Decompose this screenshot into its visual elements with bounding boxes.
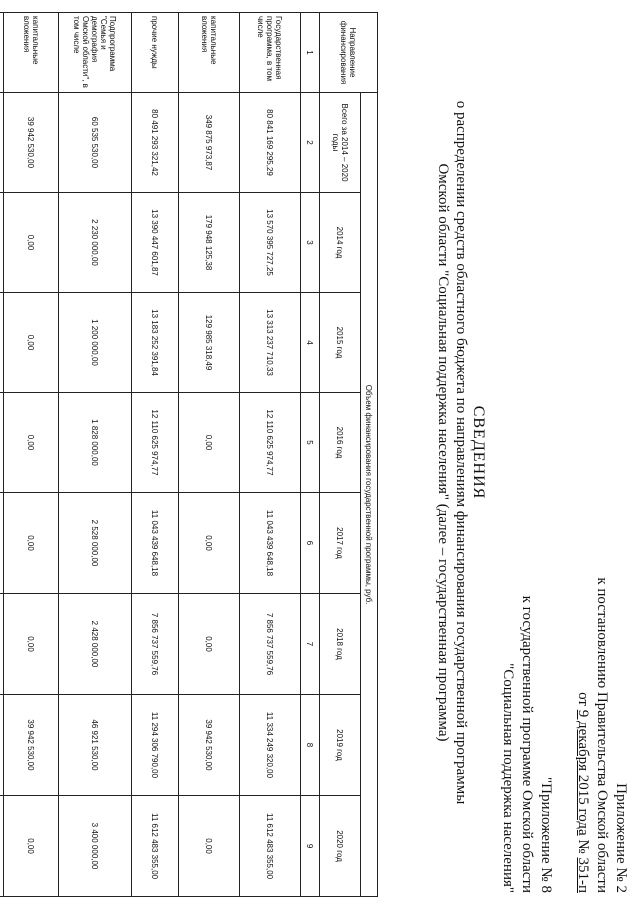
- program-reference: к государственной программе Омской области: [519, 595, 535, 893]
- cell-total: 39 942 530,00: [4, 93, 59, 193]
- cell-total: [0, 93, 4, 193]
- cell-2017: 0,00: [179, 493, 240, 594]
- program-appendix-header: [498, 596, 555, 893]
- table-row: [240, 13, 301, 897]
- col-header-2017: 2017 год: [320, 493, 361, 594]
- cell-2014: 0,00: [4, 193, 59, 293]
- date-prefix: от: [575, 692, 591, 706]
- document-subtitle-line-1: о распределении средств областного бюджета по направлениям финансирования государственной программы: [453, 100, 469, 805]
- cell-2017: 11 043 439 648,18: [240, 493, 301, 594]
- column-number: 6: [301, 493, 320, 594]
- row-label: Государственная программа, в том числе: [240, 13, 301, 93]
- column-number: 4: [301, 293, 320, 393]
- cell-total: 80 841 169 295,29: [240, 93, 301, 193]
- cell-2016: 0,00: [179, 393, 240, 493]
- col-header-2014: 2014 год: [320, 193, 361, 293]
- column-number: 8: [301, 695, 320, 796]
- document-title: СВЕДЕНИЯ: [470, 405, 487, 500]
- cell-2016: [0, 393, 4, 493]
- cell-2014: [0, 193, 4, 293]
- cell-2019: 39 942 530,00: [4, 695, 59, 796]
- cell-2017: 2 528 000,00: [59, 493, 132, 594]
- row-label: прочие нужды: [132, 13, 179, 93]
- table-subheader-row: [320, 13, 361, 897]
- col-header-direction: Направление финансирования: [320, 13, 378, 93]
- cell-2018: 0,00: [4, 594, 59, 695]
- document-subtitle-line-2: Омской области "Социальная поддержка населения" (далее – государственная программа): [435, 163, 451, 742]
- cell-2014: 13 390 447 601,87: [132, 193, 179, 293]
- table-row: [179, 13, 240, 897]
- cell-2019: 39 942 530,00: [179, 695, 240, 796]
- row-label: капитальные вложения: [4, 13, 59, 93]
- col-header-2019: 2019 год: [320, 695, 361, 796]
- financing-table: [0, 12, 378, 897]
- cell-2016: 1 828 000,00: [59, 393, 132, 493]
- cell-2019: 11 334 249 320,00: [240, 695, 301, 796]
- cell-2018: 7 856 737 559,76: [132, 594, 179, 695]
- program-appendix-number: "Приложение № 8: [538, 777, 554, 893]
- table-row: [59, 13, 132, 897]
- col-header-2018: 2018 год: [320, 594, 361, 695]
- cell-2016: 0,00: [4, 393, 59, 493]
- cell-2020: [0, 796, 4, 897]
- decree-date: 9 декабря 2015 года: [575, 709, 591, 836]
- cell-2014: 13 570 395 727,25: [240, 193, 301, 293]
- table-row: [0, 13, 4, 897]
- cell-total: 60 535 530,00: [59, 93, 132, 193]
- col-header-total: Всего за 2014 – 2020 годы: [320, 93, 361, 193]
- cell-2017: [0, 493, 4, 594]
- row-label: капитальные вложения: [179, 13, 240, 93]
- column-number: 3: [301, 193, 320, 293]
- col-header-2015: 2015 год: [320, 293, 361, 393]
- column-number: 1: [301, 13, 320, 93]
- cell-2020: 11 612 483 355,00: [240, 796, 301, 897]
- cell-2015: 129 985 318,49: [179, 293, 240, 393]
- cell-2018: 2 428 000,00: [59, 594, 132, 695]
- cell-2015: [0, 293, 4, 393]
- cell-2016: 12 110 625 974,77: [132, 393, 179, 493]
- col-header-2020: 2020 год: [320, 796, 361, 897]
- col-header-2016: 2016 год: [320, 393, 361, 493]
- column-number: 2: [301, 93, 320, 193]
- program-name: "Социальная поддержка населения": [500, 663, 516, 893]
- cell-2018: 0,00: [179, 594, 240, 695]
- cell-2019: 11 294 306 790,00: [132, 695, 179, 796]
- cell-2017: 0,00: [4, 493, 59, 594]
- column-number: 9: [301, 796, 320, 897]
- column-number-row: [301, 13, 320, 897]
- cell-total: 80 491 293 321,42: [132, 93, 179, 193]
- appendix-number: Приложение № 2: [613, 783, 629, 893]
- cell-2015: 13 183 252 391,84: [132, 293, 179, 393]
- row-label: Подпрограмма "Семья и демография Омской области", в том числе: [59, 13, 132, 93]
- row-label: [0, 13, 4, 93]
- cell-2020: 0,00: [4, 796, 59, 897]
- column-number: 7: [301, 594, 320, 695]
- col-header-group: Объем финансирования государственной программы, руб.: [361, 93, 378, 897]
- cell-2020: 0,00: [179, 796, 240, 897]
- cell-total: 349 875 973,87: [179, 93, 240, 193]
- cell-2017: 11 043 439 648,18: [132, 493, 179, 594]
- decree-number: 351-п: [575, 857, 591, 893]
- column-number: 5: [301, 393, 320, 493]
- number-prefix: №: [575, 839, 591, 854]
- cell-2014: 179 948 125,38: [179, 193, 240, 293]
- cell-2016: 12 110 625 974,77: [240, 393, 301, 493]
- cell-2019: 46 921 530,00: [59, 695, 132, 796]
- cell-2014: 2 230 000,00: [59, 193, 132, 293]
- table-row: [132, 13, 179, 897]
- cell-2020: 3 400 000,00: [59, 796, 132, 897]
- cell-2015: 1 200 000,00: [59, 293, 132, 393]
- table-header-row: [361, 13, 378, 897]
- table-row: [4, 13, 59, 897]
- cell-2019: [0, 695, 4, 796]
- cell-2015: 0,00: [4, 293, 59, 393]
- cell-2020: 11 612 483 355,00: [132, 796, 179, 897]
- decree-date-line: [573, 577, 592, 893]
- cell-2018: [0, 594, 4, 695]
- appendix-header: [573, 577, 630, 893]
- decree-reference: к постановлению Правительства Омской области: [594, 577, 610, 893]
- cell-2015: 13 313 237 710,33: [240, 293, 301, 393]
- cell-2018: 7 856 737 559,76: [240, 594, 301, 695]
